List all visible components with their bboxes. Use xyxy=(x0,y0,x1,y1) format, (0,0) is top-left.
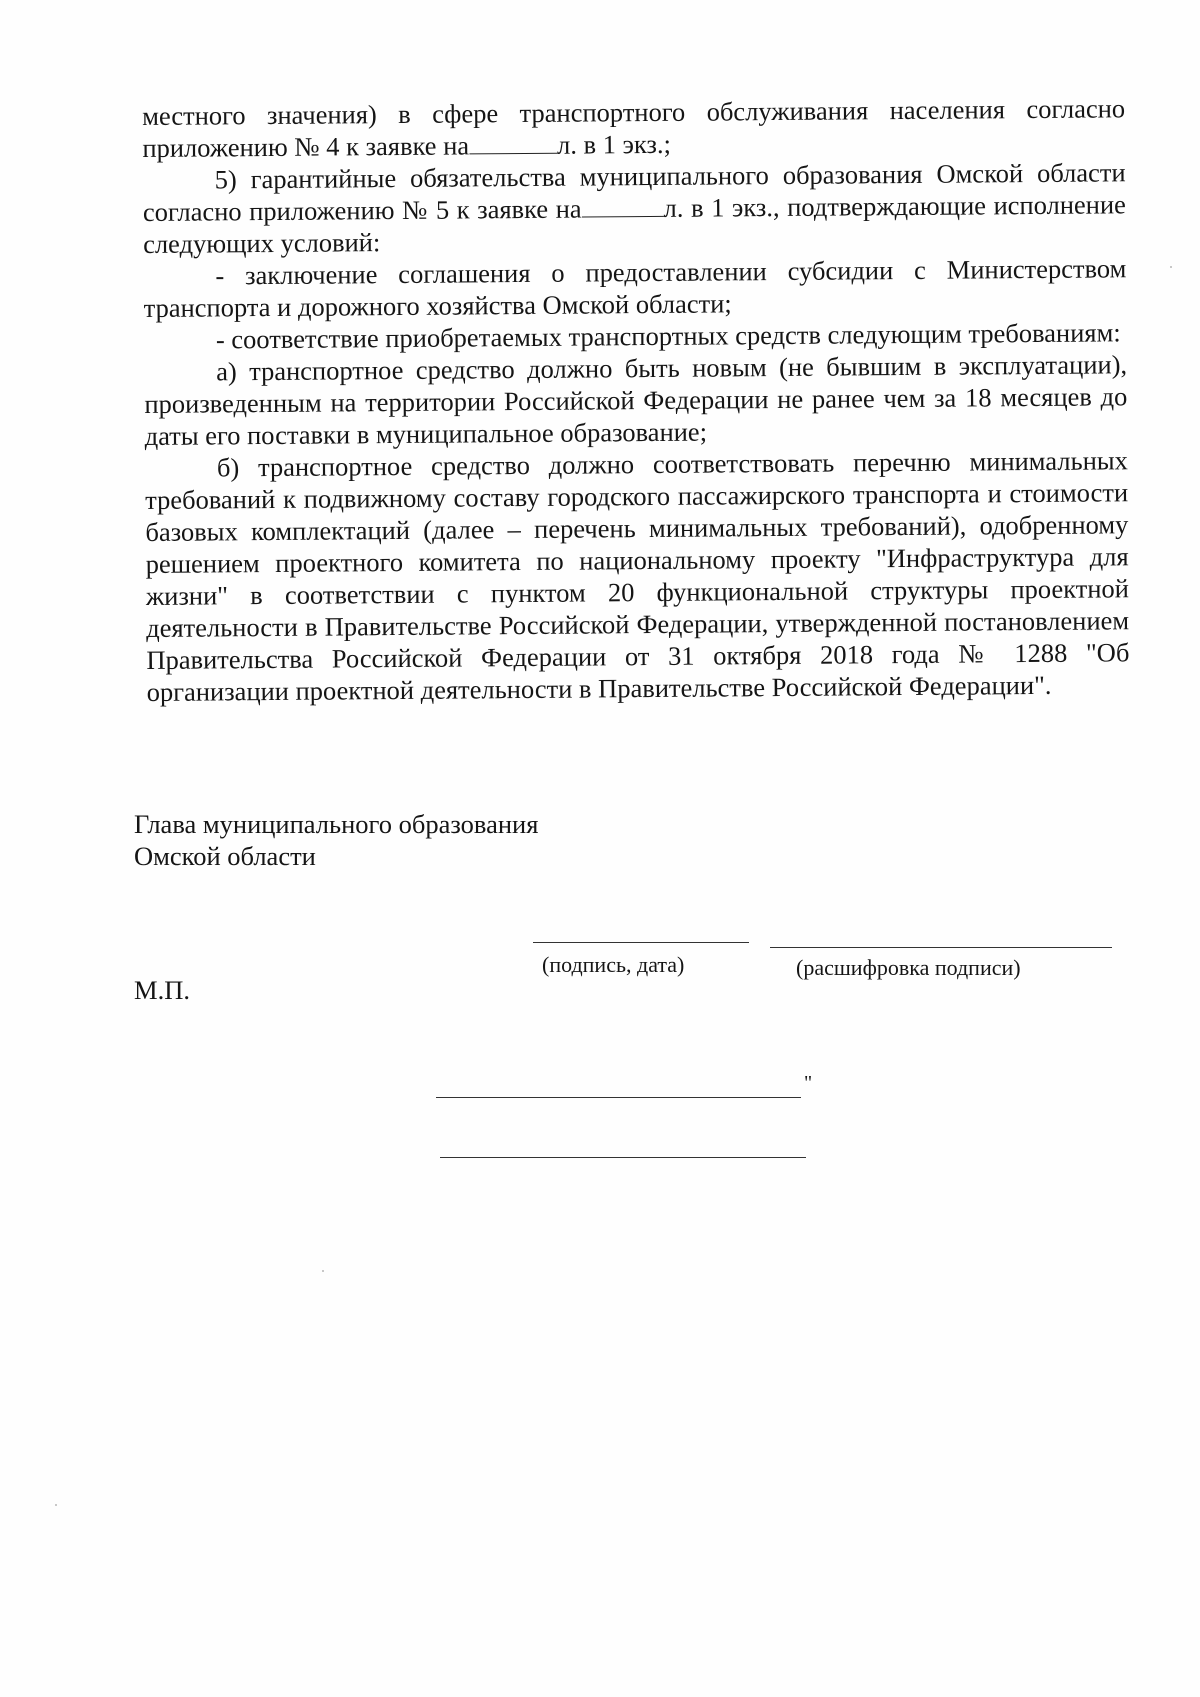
paragraph-1-text-a: местного значения) в сфере транспортного обслуживания населения согласно приложению № 4 к заявке на xyxy=(142,93,1126,163)
scan-speck xyxy=(55,1504,57,1506)
paragraph-2 xyxy=(143,156,1127,260)
signature-decode-label: (расшифровка подписи) xyxy=(796,955,1021,980)
paragraph-5 xyxy=(144,348,1128,452)
signatory-title xyxy=(134,808,538,872)
stamp-label: М.П. xyxy=(134,975,190,1005)
signature-decode-line xyxy=(770,947,1112,948)
scan-speck xyxy=(1170,266,1172,268)
signatory-line-2: Омской области xyxy=(134,841,316,871)
page-count-blank-2 xyxy=(581,194,663,218)
signatory-line-1: Глава муниципального образования xyxy=(134,809,539,839)
quote-mark: " xyxy=(804,1072,813,1094)
paragraph-2-text-a: 5) гарантийные обязательства муниципального образования Омской области согласно приложению № 5 к заявке на xyxy=(142,157,1126,227)
blank-line-1 xyxy=(436,1097,801,1098)
signature-line xyxy=(533,942,749,943)
paragraph-5-text: а) транспортное средство должно быть новым (не бывшим в эксплуатации), произведенным на территории Российской Федерации не ранее чем за 18 месяцев до даты его поставки в муниципальное образование; xyxy=(144,349,1128,451)
paragraph-1 xyxy=(142,92,1125,164)
paragraph-2-text-b: л. в 1 экз., подтверждающие исполнение следующих условий: xyxy=(143,189,1126,259)
document-body xyxy=(142,92,1130,708)
paragraph-1-text-b: л. в 1 экз.; xyxy=(556,128,672,160)
paragraph-6-text: б) транспортное средство должно соответствовать перечню минимальных требований к подвижному составу городского пассажирского транспорта и стоимости базовых комплектаций (далее – перечень минимальных требований), одобренному решением проектного комитета по национальному проекту "Инфраструктура для жизни" в соответствии с пунктом 20 функциональной структуры проектной деятельности в Правительстве Российской Федерации, утвержденной постановлением Правительства Российской Федерации от 31 октября 2018 года № 1288 "Об организации проектной деятельности в Правительстве Российской Федерации". xyxy=(145,445,1130,707)
paragraph-4-text: - соответствие приобретаемых транспортных средств следующим требованиям: xyxy=(215,317,1121,355)
blank-line-2 xyxy=(440,1157,806,1158)
page-count-blank-1 xyxy=(469,131,557,155)
scan-speck xyxy=(322,1270,324,1272)
paragraph-3-text: - заключение соглашения о предоставлении субсидии с Министерством транспорта и дорожного хозяйства Омской области; xyxy=(143,253,1127,323)
paragraph-3 xyxy=(143,252,1126,324)
signature-label: (подпись, дата) xyxy=(542,952,685,977)
paragraph-6 xyxy=(145,444,1130,708)
